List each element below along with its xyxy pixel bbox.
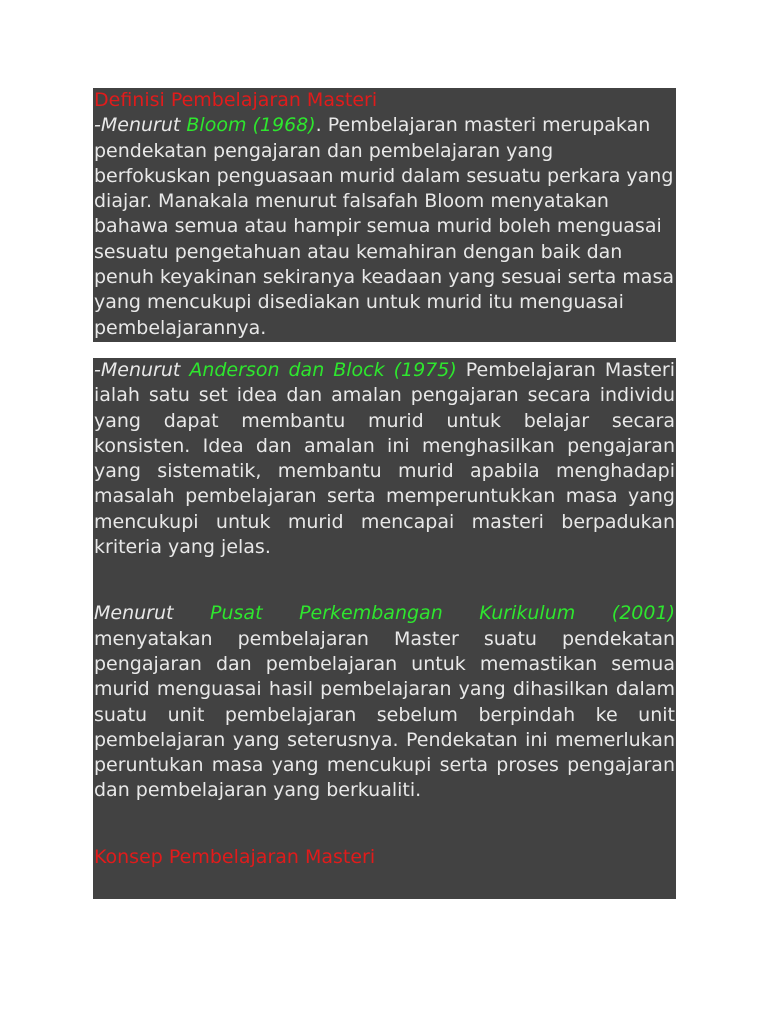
ppk-paragraph [94, 601, 675, 803]
spacer [94, 560, 675, 601]
anderson-paragraph [94, 358, 675, 560]
citation-source: Pusat Perkembangan Kurikulum (2001) [210, 602, 675, 625]
citation-source: Anderson dan Block (1975) [189, 359, 457, 381]
definition-block [93, 88, 676, 342]
paragraph-text: . Pembelajaran masteri merupakan pendekatan pengajaran dan pembelajaran yang berfokuskan penguasaan murid dalam sesuatu perkara yang diajar. Manakala menurut falsafah Bloom menyatakan bahawa semua atau hampir semua murid boleh menguasai sesuatu pengetahuan atau kemahiran dengan baik dan penuh keyakinan sekiranya keadaan yang sesuai serta masa yang mencukupi disediakan untuk murid itu menguasai pembelajarannya. [94, 114, 674, 339]
paragraph-prefix: -Menurut [94, 114, 187, 137]
spacer [94, 804, 675, 845]
paragraph-prefix: Menurut [94, 602, 211, 625]
citation-source: Bloom (1968) [186, 114, 316, 137]
section-heading: Konsep Pembelajaran Masteri [94, 845, 376, 868]
content-block [93, 358, 676, 899]
paragraph-text: Pembelajaran Masteri ialah satu set idea dan amalan pengajaran secara individu yang dapat membantu murid untuk belajar secara konsisten. Idea dan amalan ini menghasilkan pengajaran yang sistematik, membantu murid apabila menghadapi masalah pembelajaran serta memperuntukkan masa yang mencukupi untuk murid mencapai masteri berpadukan kriteria yang jelas. [94, 359, 675, 559]
paragraph-text: menyatakan pembelajaran Master suatu pendekatan pengajaran dan pembelajaran untuk memastikan semua murid menguasai hasil pembelajaran yang dihasilkan dalam suatu unit pembelajaran sebelum berpindah ke unit pembelajaran yang seterusnya. Pendekatan ini memerlukan peruntukan masa yang mencukupi serta proses pengajaran dan pembelajaran yang berkualiti. [94, 627, 675, 802]
paragraph-prefix: -Menurut [94, 359, 190, 381]
bloom-paragraph [94, 113, 675, 341]
section-heading: Definisi Pembelajaran Masteri [94, 89, 378, 111]
